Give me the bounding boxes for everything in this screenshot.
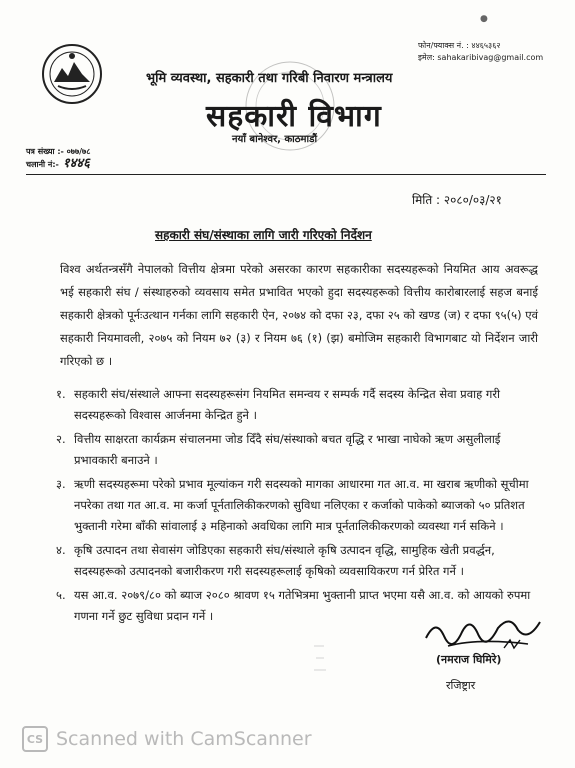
directive-number: ५.: [56, 588, 66, 602]
email-text: इमेल: sahakaribivag@gmail.com: [418, 53, 544, 62]
office-address: नयाँ बानेश्वर, काठमाडौं: [232, 134, 318, 145]
watermark-text: Scanned with CamScanner: [56, 728, 312, 750]
ministry-name: भूमि व्यवस्था, सहकारी तथा गरिबी निवारण मन्त्रालय: [146, 71, 393, 86]
directive-text: वित्तीय साक्षरता कार्यक्रम संचालनमा जोड दिँदै संघ/संस्थाको बचत वृद्धि र भाखा नाघेको ऋण असुलीलाई प्रभावकारी बनाउने ।: [74, 432, 501, 467]
scan-mark: ●: [480, 14, 488, 24]
camscanner-logo-icon: CS: [22, 726, 48, 752]
letter-subject: सहकारी संघ/संस्थाका लागि जारी गरिएको निर्देशन: [155, 228, 372, 242]
signatory-title: रजिष्ट्रार: [446, 679, 476, 692]
directive-text: ऋणी सदस्यहरूमा परेको प्रभाव मूल्यांकन गरी सदस्यको मागका आधारमा गत आ.व. मा खराब ऋणीको सूचीमा नपरेका तथा गत आ.व. मा कर्जा पूर्नतालिकीकरणको सुविधा नलिएका र कर्जाको पाकेको ब्याजको ५० प्रतिशत भुक्तानी गरेमा बाँकी सांवालाई ३ महिनाको अवधिका लागि मात्र पूर्नतालिकीकरणको व्यवस्था गर्न सकिने ।: [74, 477, 529, 533]
dispatch-number-label: चलानी नं:-: [26, 160, 59, 169]
directive-item: [58, 384, 542, 426]
phone-text: फोन/फ्याक्स नं. : ४४६५३६२: [418, 41, 501, 50]
letter-number: पत्र संख्या :- ०७७/७८: [26, 147, 91, 156]
directive-text: सहकारी संघ/संस्थाले आफ्ना सदस्यहरूसंग नियमित समन्वय र सम्पर्क गर्दै सदस्य केन्द्रित सेवा प्रवाह गरी सदस्यहरूको विश्वास आर्जनमा केन्द्रित हुने ।: [74, 387, 501, 422]
dispatch-number-row: [26, 158, 90, 171]
directive-number: २.: [56, 432, 66, 446]
directive-number: १.: [56, 387, 66, 401]
government-emblem-logo: [40, 42, 104, 106]
directive-text: कृषि उत्पादन तथा सेवासंग जोडिएका सहकारी संघ/संस्थाले कृषि उत्पादन वृद्धि, सामुहिक खेती प्रवर्द्धन, सदस्यहरूको उत्पादनको बजारीकरण गरी सदस्यहरूलाई कृषिको व्यवसायिकरण गर्न प्रेरित गर्ने ।: [74, 543, 495, 578]
directive-number: ४.: [56, 543, 66, 557]
department-title: सहकारी विभाग: [206, 99, 382, 134]
directive-text: यस आ.व. २०७९/८० को ब्याज २०८० श्रावण १५ गतेभित्रमा भुक्तानी प्राप्त भएमा यसै आ.व. को आयको रुपमा गणना गर्ने छुट सुविधा प्रदान गर्ने ।: [74, 588, 531, 623]
directive-number: ३.: [56, 477, 66, 491]
letter-date: मिति : २०८०/०३/२१: [412, 193, 502, 207]
directive-item: [58, 474, 542, 537]
faint-bleed-through: [310, 640, 340, 680]
header-divider: [26, 174, 546, 175]
directive-item: [58, 429, 542, 471]
directive-list: [58, 384, 542, 630]
letter-references: [26, 146, 90, 171]
dispatch-number-value: १४४६: [62, 156, 90, 171]
camscanner-watermark: [22, 726, 312, 752]
intro-paragraph: विश्व अर्थतन्त्रसँगै नेपालको वित्तीय क्षेत्रमा परेको असरका कारण सहकारीका सदस्यहरूको नियमित आय अवरूद्ध भई सहकारी संघ / संस्थाहरुको व्यवसाय समेत प्रभावित भएको हुदा सदस्यहरूको वित्तीय कारोबारलाई सहज बनाई सहकारी क्षेत्रको पूर्नःउत्थान गर्नका लागि सहकारी ऐन, २०७४ को दफा २३, दफा २५ को खण्ड (ज) र दफा ९५(५) एवं सहकारी नियमावली, २०७५ को नियम ७२ (३) र नियम ७६ (१) (झ) बमोजिम सहकारी विभागबाट यो निर्देशन जारी गरिएको छ ।: [60, 262, 538, 368]
directive-item: [58, 540, 542, 582]
letterhead-contact: [418, 40, 543, 64]
signatory-name: (नमराज घिमिरे): [436, 653, 502, 666]
